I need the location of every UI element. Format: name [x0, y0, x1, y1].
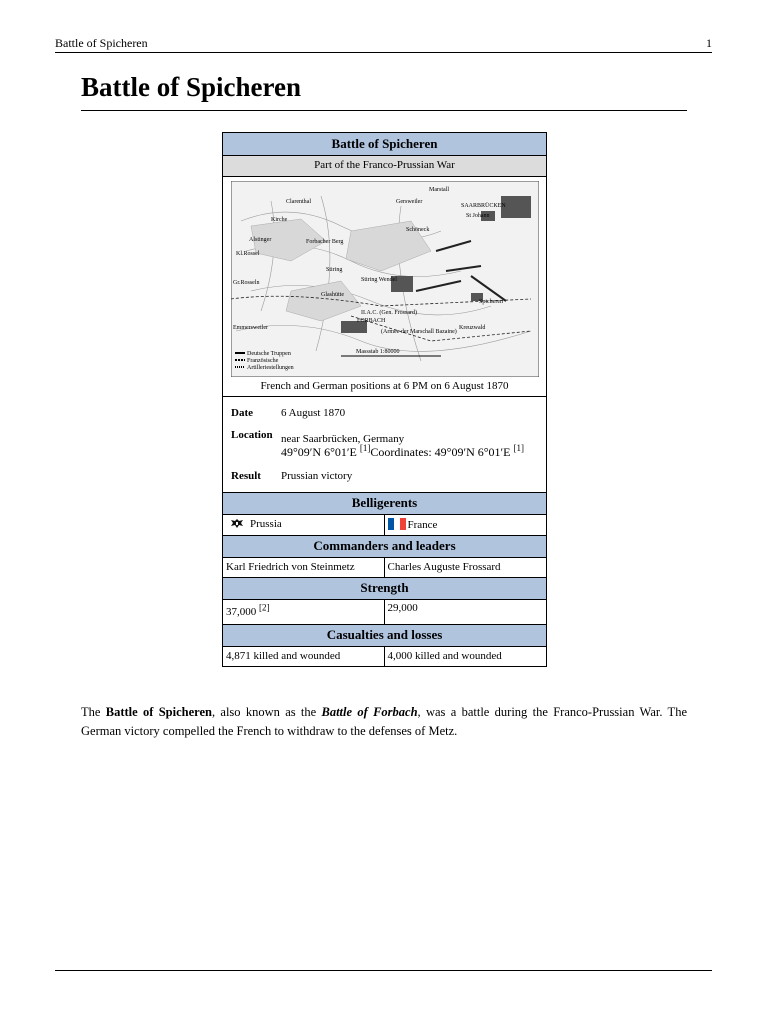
footer-rule — [55, 970, 712, 971]
map-label: II.A.C. (Gen. Frossard) — [360, 310, 417, 316]
strength-heading: Strength — [223, 578, 546, 600]
map-label: Alstinger — [248, 237, 271, 243]
date-value: 6 August 1870 — [281, 407, 346, 419]
strength-1: 37,000 — [226, 606, 257, 618]
intro-text-3: , was a battle during the Franco-Prussian War. The German victory compelled the French to withdraw to the defenses of Metz. — [81, 704, 687, 738]
belligerents-heading: Belligerents — [223, 493, 546, 515]
location-value[interactable] — [281, 433, 524, 445]
casualties-heading: Casualties and losses — [223, 625, 546, 647]
result-value: Prussian victory — [281, 470, 353, 482]
strength-1-cell — [223, 600, 385, 624]
france-flag-icon — [388, 518, 406, 530]
map-label: Forbacher Berg — [305, 239, 343, 245]
intro-text-2: , also known as the — [211, 704, 322, 719]
strength-row — [223, 600, 546, 625]
title-rule — [81, 110, 687, 111]
belligerents-row — [223, 515, 546, 536]
belligerent-2-label[interactable]: France — [407, 519, 438, 531]
map-label: Massstab 1:80000 — [355, 349, 399, 355]
page-number: 1 — [706, 36, 712, 50]
result-label: Result — [231, 470, 261, 482]
location-value-block — [281, 429, 524, 460]
commander-2[interactable]: Charles Auguste Frossard — [387, 561, 501, 573]
infobox-subheading-link[interactable]: Part of the Franco-Prussian War — [314, 159, 455, 171]
map-label: Kirche — [270, 217, 287, 223]
map-label: Kreuzwald — [458, 325, 485, 331]
intro-bold-name: Battle of Spicheren — [105, 704, 212, 719]
map-label: Glashütte — [320, 292, 344, 298]
page-title: Battle of Spicheren — [81, 72, 301, 102]
coordinates-line[interactable] — [281, 445, 524, 460]
map-label: Schöneck — [405, 227, 429, 233]
map-label: FORBACH — [356, 318, 385, 324]
date-label: Date — [231, 407, 253, 419]
coordinates-value[interactable]: 49°09′N 6°01′E — [281, 445, 357, 459]
belligerent-1-label[interactable]: Prussia — [250, 518, 282, 530]
commander-1[interactable]: Karl Friedrich von Steinmetz — [223, 558, 385, 577]
map-label: Emmersweiler — [232, 325, 268, 331]
running-title: Battle of Spicheren — [55, 36, 148, 50]
map-label: SAARBRÜCKEN — [460, 203, 506, 209]
map-legend: Deutsche Truppen — [246, 351, 291, 357]
casualties-1: 4,871 killed and wounded — [223, 647, 385, 666]
infobox-map — [223, 177, 546, 397]
intro-bold-italic-name: Battle of Forbach — [321, 704, 418, 719]
location-link[interactable]: near Saarbrücken, Germany — [281, 433, 405, 445]
infobox — [222, 132, 547, 667]
header-rule — [55, 52, 712, 53]
commanders-heading: Commanders and leaders — [223, 536, 546, 558]
map-label: Gersweiler — [395, 199, 422, 205]
belligerent-prussia[interactable] — [223, 515, 385, 535]
infobox-subheading[interactable] — [223, 156, 546, 177]
map-label: St Johann — [465, 213, 490, 219]
date-row — [231, 407, 538, 419]
result-row — [231, 470, 538, 482]
map-legend: Artilleriestellungen — [246, 365, 294, 371]
map-legend: Französische — [246, 358, 278, 364]
strength-1-ref[interactable]: [2] — [259, 602, 270, 613]
coordinates-ref[interactable]: [1] — [359, 443, 371, 453]
map-label: Stiring — [325, 267, 342, 273]
infobox-heading: Battle of Spicheren — [223, 133, 546, 156]
casualties-2: 4,000 killed and wounded — [387, 650, 502, 662]
location-row — [231, 429, 538, 460]
map-caption: French and German positions at 6 PM on 6 August 1870 — [260, 380, 509, 392]
belligerent-france[interactable] — [385, 515, 547, 535]
map-label: Kl.Rossel — [235, 251, 260, 257]
map-label: Marstall — [428, 187, 449, 193]
prussian-eagle-icon — [230, 518, 244, 529]
battle-map-image[interactable] — [231, 181, 539, 377]
strength-2: 29,000 — [387, 602, 418, 614]
location-label: Location — [231, 429, 273, 441]
casualties-row — [223, 647, 546, 666]
running-header — [55, 36, 712, 52]
map-label: Stiring Wendel — [360, 277, 397, 283]
map-label: Gr.Rosseln — [232, 280, 260, 286]
coordinates-full-ref[interactable]: [1] — [513, 443, 525, 453]
coordinates-full[interactable]: Coordinates: 49°09′N 6°01′E — [370, 445, 511, 459]
intro-paragraph — [81, 703, 687, 741]
intro-text-1: The — [81, 704, 106, 719]
infobox-details — [223, 397, 546, 493]
map-label: Clarenthal — [285, 199, 311, 205]
map-label: (Armee der Marschall Bazaine) — [380, 329, 457, 335]
map-label: Spicheren — [478, 299, 503, 305]
commanders-row — [223, 558, 546, 578]
